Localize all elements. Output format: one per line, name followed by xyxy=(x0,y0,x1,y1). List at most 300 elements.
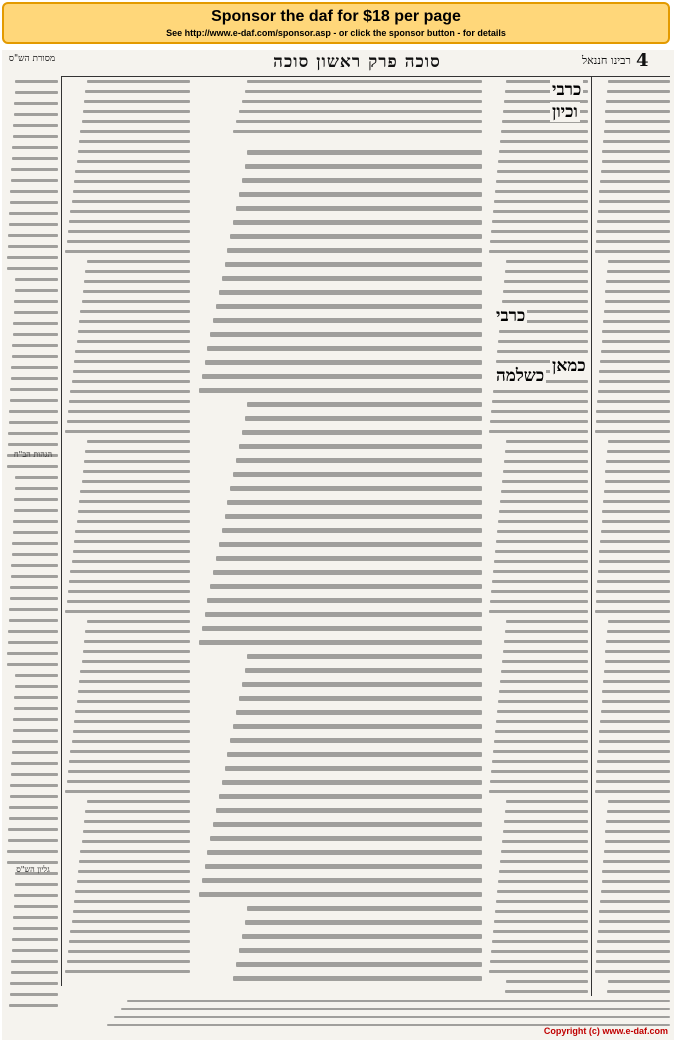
text-line xyxy=(79,680,190,683)
rashi-column xyxy=(488,80,588,1000)
text-line xyxy=(506,620,588,623)
text-line xyxy=(14,311,58,314)
text-line xyxy=(9,223,58,226)
text-line xyxy=(491,230,588,233)
text-line xyxy=(497,890,588,893)
text-line xyxy=(596,770,670,773)
text-line xyxy=(236,120,482,123)
text-line xyxy=(80,130,190,133)
text-line xyxy=(11,762,58,765)
text-line xyxy=(502,840,588,843)
text-line xyxy=(219,542,482,547)
text-line xyxy=(75,170,190,173)
sponsor-subtitle: See http://www.e-daf.com/sponsor.asp - or click the sponsor button - for details xyxy=(166,28,506,38)
hagahot-habach-note: הגהות הב"ח xyxy=(13,450,53,459)
text-line xyxy=(493,390,588,393)
text-line xyxy=(233,130,482,133)
text-line xyxy=(603,860,670,863)
text-line xyxy=(491,590,588,593)
text-line xyxy=(9,410,58,413)
text-line xyxy=(607,630,670,633)
text-line xyxy=(67,600,190,603)
text-line xyxy=(598,930,670,933)
text-line xyxy=(13,333,58,336)
rashi-column-title: רבינו חננאל xyxy=(582,54,631,67)
text-line xyxy=(500,500,588,503)
text-line xyxy=(79,860,190,863)
text-line xyxy=(83,830,190,833)
text-line xyxy=(15,289,58,292)
text-line xyxy=(127,1000,670,1002)
text-line xyxy=(14,498,58,501)
text-line xyxy=(595,250,670,253)
text-line xyxy=(11,564,58,567)
text-line xyxy=(70,930,190,933)
text-line xyxy=(489,430,588,433)
text-line xyxy=(242,430,482,435)
text-line xyxy=(601,170,670,173)
text-line xyxy=(501,490,588,493)
text-line xyxy=(494,200,588,203)
dibbur-hamatchil: וכיון xyxy=(552,102,578,122)
margin-column xyxy=(6,80,58,1020)
text-line xyxy=(85,90,190,93)
text-line xyxy=(12,949,58,952)
text-line xyxy=(489,970,588,973)
text-line xyxy=(14,894,58,897)
text-line xyxy=(605,830,670,833)
text-line xyxy=(202,626,482,631)
text-line xyxy=(77,700,190,703)
text-line xyxy=(12,740,58,743)
text-line xyxy=(597,400,670,403)
gemara-column xyxy=(196,150,482,990)
text-line xyxy=(596,960,670,963)
text-line xyxy=(506,260,588,263)
text-line xyxy=(242,178,482,183)
text-line xyxy=(505,990,588,993)
text-line xyxy=(8,234,58,237)
text-line xyxy=(493,210,588,213)
text-line xyxy=(87,80,190,83)
text-line xyxy=(12,146,58,149)
dibbur-hamatchil: כרבי xyxy=(552,80,582,100)
header-rule xyxy=(62,76,670,77)
text-line xyxy=(503,290,588,293)
text-line xyxy=(494,560,588,563)
text-line xyxy=(7,256,58,259)
text-line xyxy=(9,806,58,809)
text-line xyxy=(503,470,588,473)
sponsor-banner[interactable] xyxy=(2,2,670,44)
text-line xyxy=(70,570,190,573)
text-line xyxy=(227,248,482,253)
text-line xyxy=(605,480,670,483)
text-line xyxy=(494,920,588,923)
text-line xyxy=(213,570,482,575)
text-line xyxy=(489,790,588,793)
text-line xyxy=(499,150,588,153)
text-line xyxy=(72,380,190,383)
text-line xyxy=(605,300,670,303)
text-line xyxy=(502,480,588,483)
text-line xyxy=(495,910,588,913)
text-line xyxy=(506,980,588,983)
text-line xyxy=(74,180,190,183)
text-line xyxy=(492,940,588,943)
text-line xyxy=(504,460,588,463)
text-line xyxy=(597,940,670,943)
text-line xyxy=(599,730,670,733)
text-line xyxy=(10,399,58,402)
text-line xyxy=(67,420,190,423)
text-line xyxy=(608,80,670,83)
text-line xyxy=(498,520,588,523)
text-line xyxy=(505,450,588,453)
text-line xyxy=(489,610,588,613)
text-line xyxy=(114,1016,670,1018)
text-line xyxy=(504,640,588,643)
text-line xyxy=(497,530,588,533)
text-line xyxy=(605,660,670,663)
text-line xyxy=(13,520,58,523)
text-line xyxy=(15,487,58,490)
text-line xyxy=(596,590,670,593)
text-line xyxy=(85,630,190,633)
text-line xyxy=(14,102,58,105)
text-line xyxy=(605,290,670,293)
text-line xyxy=(598,570,670,573)
text-line xyxy=(606,100,670,103)
text-line xyxy=(502,660,588,663)
text-line xyxy=(608,440,670,443)
text-line xyxy=(213,822,482,827)
text-line xyxy=(602,520,670,523)
text-line xyxy=(490,780,588,783)
text-line xyxy=(77,160,190,163)
text-line xyxy=(9,212,58,215)
text-line xyxy=(11,366,58,369)
text-line xyxy=(15,883,58,886)
text-line xyxy=(602,330,670,333)
text-line xyxy=(210,332,482,337)
text-line xyxy=(13,135,58,138)
text-line xyxy=(604,670,670,673)
text-line xyxy=(9,421,58,424)
text-line xyxy=(74,720,190,723)
text-line xyxy=(84,820,190,823)
text-line xyxy=(77,340,190,343)
text-line xyxy=(85,450,190,453)
text-line xyxy=(216,304,482,309)
text-line xyxy=(602,510,670,513)
text-line xyxy=(239,110,482,113)
text-line xyxy=(596,600,670,603)
text-line xyxy=(85,810,190,813)
text-line xyxy=(607,270,670,273)
text-line xyxy=(15,674,58,677)
text-line xyxy=(599,920,670,923)
text-line xyxy=(65,610,190,613)
text-line xyxy=(596,240,670,243)
text-line xyxy=(8,245,58,248)
text-line xyxy=(599,380,670,383)
text-line xyxy=(72,740,190,743)
text-line xyxy=(216,808,482,813)
text-line xyxy=(10,597,58,600)
page-title: סוכה פרק ראשון סוכה xyxy=(273,52,441,72)
text-line xyxy=(68,950,190,953)
text-line xyxy=(598,390,670,393)
text-line xyxy=(491,950,588,953)
text-line xyxy=(496,720,588,723)
text-line xyxy=(596,420,670,423)
text-line xyxy=(67,780,190,783)
text-line xyxy=(599,190,670,193)
text-line xyxy=(84,640,190,643)
text-line xyxy=(245,164,482,169)
tosafot-column xyxy=(64,80,190,980)
text-line xyxy=(225,766,482,771)
text-line xyxy=(8,828,58,831)
text-line xyxy=(15,91,58,94)
text-line xyxy=(597,580,670,583)
text-line xyxy=(82,840,190,843)
text-line xyxy=(13,718,58,721)
text-line xyxy=(491,410,588,413)
text-line xyxy=(504,280,588,283)
text-line xyxy=(80,490,190,493)
text-line xyxy=(9,619,58,622)
text-line xyxy=(500,140,588,143)
text-line xyxy=(210,584,482,589)
text-line xyxy=(490,960,588,963)
text-line xyxy=(492,580,588,583)
text-line xyxy=(222,276,482,281)
text-line xyxy=(233,220,482,225)
text-line xyxy=(202,878,482,883)
text-line xyxy=(213,318,482,323)
text-line xyxy=(199,640,482,645)
text-line xyxy=(500,860,588,863)
text-line xyxy=(11,179,58,182)
text-line xyxy=(7,267,58,270)
text-line xyxy=(219,794,482,799)
text-line xyxy=(498,880,588,883)
text-line xyxy=(607,90,670,93)
copyright-notice: Copyright (c) www.e-daf.com xyxy=(543,1026,668,1036)
text-line xyxy=(604,490,670,493)
text-line xyxy=(490,420,588,423)
text-line xyxy=(596,780,670,783)
text-line xyxy=(73,190,190,193)
text-line xyxy=(493,930,588,933)
text-line xyxy=(72,920,190,923)
text-line xyxy=(8,630,58,633)
text-line xyxy=(242,682,482,687)
text-line xyxy=(602,340,670,343)
text-line xyxy=(597,220,670,223)
text-line xyxy=(504,820,588,823)
text-line xyxy=(80,310,190,313)
text-line xyxy=(67,240,190,243)
text-line xyxy=(596,230,670,233)
text-line xyxy=(605,650,670,653)
text-line xyxy=(8,443,58,446)
text-line xyxy=(495,730,588,733)
text-line xyxy=(607,450,670,453)
text-line xyxy=(605,840,670,843)
text-line xyxy=(11,575,58,578)
text-line xyxy=(68,590,190,593)
text-line xyxy=(608,620,670,623)
text-line xyxy=(67,960,190,963)
text-line xyxy=(492,220,588,223)
text-line xyxy=(84,280,190,283)
text-line xyxy=(602,870,670,873)
text-line xyxy=(225,514,482,519)
text-line xyxy=(85,270,190,273)
gilyon-hashas-note: גליון הש"ס xyxy=(16,865,50,874)
daf-page xyxy=(2,50,674,1040)
text-line xyxy=(10,586,58,589)
text-line xyxy=(78,510,190,513)
ein-mishpat-column xyxy=(594,80,670,1000)
text-line xyxy=(491,770,588,773)
text-line xyxy=(13,927,58,930)
text-line xyxy=(494,740,588,743)
text-line xyxy=(602,150,670,153)
text-line xyxy=(14,113,58,116)
text-line xyxy=(74,900,190,903)
text-line xyxy=(602,880,670,883)
text-line xyxy=(489,250,588,253)
dibbur-hamatchil: כשלמה xyxy=(496,366,545,386)
text-line xyxy=(245,920,482,925)
text-line xyxy=(12,751,58,754)
text-line xyxy=(599,740,670,743)
text-line xyxy=(502,300,588,303)
text-line xyxy=(239,444,482,449)
text-line xyxy=(602,160,670,163)
text-line xyxy=(236,206,482,211)
text-line xyxy=(13,531,58,534)
text-line xyxy=(11,377,58,380)
text-line xyxy=(72,560,190,563)
text-line xyxy=(497,350,588,353)
text-line xyxy=(503,650,588,653)
text-line xyxy=(236,458,482,463)
text-line xyxy=(600,540,670,543)
text-line xyxy=(242,100,482,103)
text-line xyxy=(199,892,482,897)
text-line xyxy=(247,80,482,83)
text-line xyxy=(225,262,482,267)
text-line xyxy=(501,670,588,673)
text-line xyxy=(207,346,482,351)
text-line xyxy=(606,280,670,283)
text-line xyxy=(74,540,190,543)
text-line xyxy=(10,784,58,787)
text-line xyxy=(493,570,588,573)
text-line xyxy=(14,707,58,710)
text-line xyxy=(83,470,190,473)
text-line xyxy=(12,157,58,160)
text-line xyxy=(222,780,482,785)
text-line xyxy=(72,200,190,203)
text-line xyxy=(497,170,588,173)
text-line xyxy=(495,190,588,193)
dibbur-hamatchil: כמאן xyxy=(552,356,586,376)
text-line xyxy=(205,612,482,617)
text-line xyxy=(15,476,58,479)
text-line xyxy=(490,600,588,603)
text-line xyxy=(15,685,58,688)
text-line xyxy=(8,839,58,842)
text-line xyxy=(87,440,190,443)
text-line xyxy=(601,890,670,893)
text-line xyxy=(239,948,482,953)
text-line xyxy=(601,350,670,353)
text-line xyxy=(11,960,58,963)
text-line xyxy=(607,990,670,993)
text-line xyxy=(499,510,588,513)
text-line xyxy=(597,760,670,763)
text-line xyxy=(79,320,190,323)
text-line xyxy=(205,360,482,365)
text-line xyxy=(79,500,190,503)
text-line xyxy=(245,416,482,421)
text-line xyxy=(601,530,670,533)
text-line xyxy=(15,80,58,83)
text-line xyxy=(606,820,670,823)
text-line xyxy=(70,210,190,213)
text-line xyxy=(10,993,58,996)
text-line xyxy=(65,970,190,973)
text-line xyxy=(497,710,588,713)
text-line xyxy=(230,234,482,239)
text-line xyxy=(606,460,670,463)
text-line xyxy=(503,830,588,833)
text-line xyxy=(75,710,190,713)
text-line xyxy=(7,652,58,655)
text-line xyxy=(606,640,670,643)
text-line xyxy=(82,300,190,303)
text-line xyxy=(247,402,482,407)
text-line xyxy=(596,410,670,413)
text-line xyxy=(505,810,588,813)
text-line xyxy=(9,817,58,820)
text-line xyxy=(87,800,190,803)
text-line xyxy=(10,982,58,985)
text-line xyxy=(496,180,588,183)
text-line xyxy=(11,168,58,171)
text-line xyxy=(603,500,670,503)
text-line xyxy=(87,260,190,263)
text-line xyxy=(75,350,190,353)
text-line xyxy=(498,160,588,163)
text-line xyxy=(498,700,588,703)
text-line xyxy=(236,710,482,715)
column-divider xyxy=(591,76,592,996)
text-line xyxy=(84,460,190,463)
text-line xyxy=(83,110,190,113)
text-line xyxy=(595,790,670,793)
text-line xyxy=(73,370,190,373)
dibbur-hamatchil: כרבי xyxy=(496,306,526,326)
text-line xyxy=(82,120,190,123)
text-line xyxy=(7,861,58,864)
